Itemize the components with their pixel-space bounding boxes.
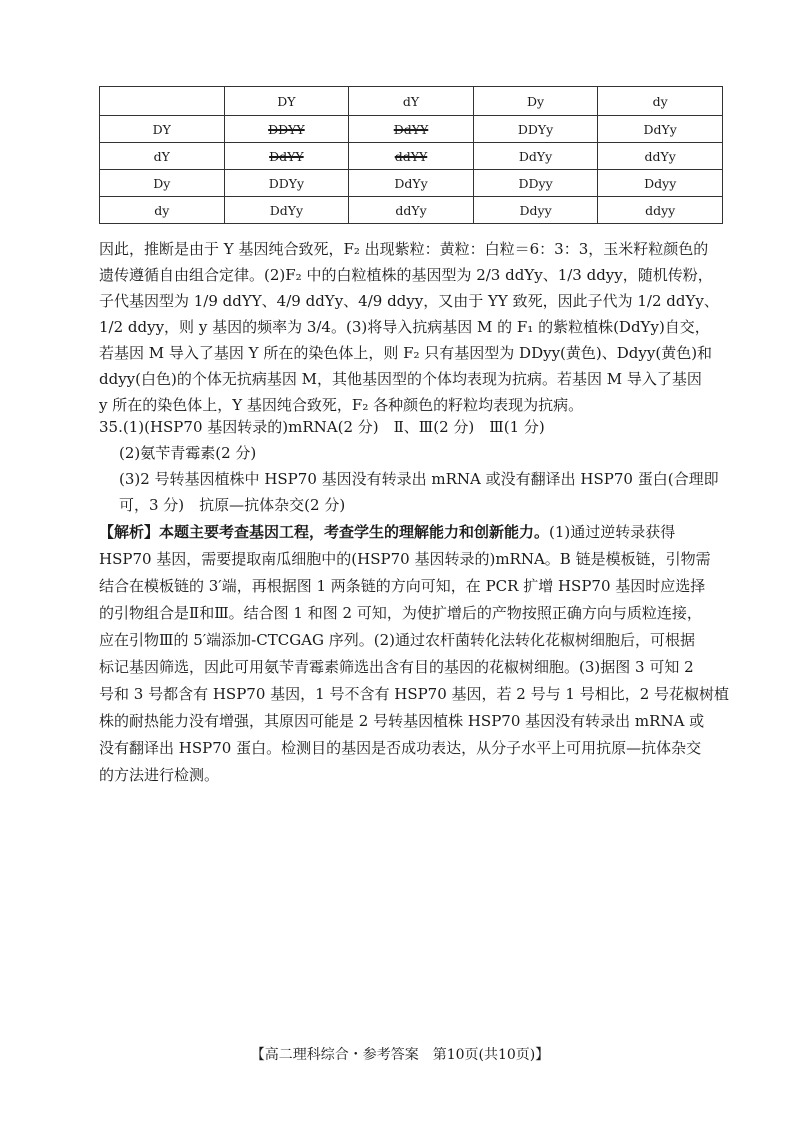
table-header-row <box>100 87 723 116</box>
answer-line: 可，3 分) 抗原—抗体杂交(2 分) <box>119 496 346 514</box>
text-line: 应在引物Ⅲ的 5′端添加-CTCGAG 序列。(2)通过农杆菌转化法转化花椒树细胞后，可根据 <box>99 631 696 649</box>
text-line: HSP70 基因，需要提取南瓜细胞中的(HSP70 基因转录的)mRNA。B 链是模板链，引物需 <box>99 550 711 568</box>
genotype-cell-lethal: DdYY <box>224 143 349 170</box>
text-line: 遗传遵循自由组合定律。(2)F₂ 中的白粒植株的基因型为 2/3 ddYy、1/3 ddyy，随机传粉， <box>99 266 713 284</box>
gamete-row-label: dy <box>100 197 225 224</box>
analysis-section <box>99 519 731 789</box>
genotype-cell: DdYy <box>224 197 349 224</box>
text-line: 的方法进行检测。 <box>99 766 220 784</box>
punnett-square-table <box>99 86 723 224</box>
text-line: 子代基因型为 1/9 ddYY、4/9 ddYy、4/9 ddyy，又由于 YY 致死，因此子代为 1/2 ddYy、 <box>99 292 719 310</box>
text-line: y 所在的染色体上，Y 基因纯合致死，F₂ 各种颜色的籽粒均表现为抗病。 <box>99 396 584 414</box>
text-line: 若基因 M 导入了基因 Y 所在的染色体上，则 F₂ 只有基因型为 DDyy(黄色)、Ddyy(黄色)和 <box>99 344 713 362</box>
table-row <box>100 116 723 143</box>
table-corner-cell <box>100 87 225 116</box>
text-line: 标记基因筛选，因此可用氨苄青霉素筛选出含有目的基因的花椒树细胞。(3)据图 3 可知 2 <box>99 658 694 676</box>
text-line: (1)通过逆转录获得 <box>549 523 676 541</box>
page-footer: 【高二理科综合・参考答案 第10页(共10页)】 <box>250 1047 550 1063</box>
analysis-lead: 【解析】本题主要考查基因工程，考查学生的理解能力和创新能力。 <box>99 523 550 541</box>
answer-line: (2)氨苄青霉素(2 分) <box>119 444 257 462</box>
genotype-cell-lethal: ddYY <box>349 143 474 170</box>
genotype-cell: ddYy <box>349 197 474 224</box>
table-row <box>100 170 723 197</box>
gamete-row-label: dY <box>100 143 225 170</box>
genotype-cell: DDYy <box>473 116 598 143</box>
genotype-cell: DDYy <box>224 170 349 197</box>
table-row <box>100 143 723 170</box>
genotype-cell: Ddyy <box>473 197 598 224</box>
genotype-cell: Ddyy <box>598 170 723 197</box>
text-line: 没有翻译出 HSP70 蛋白。检测目的基因是否成功表达，从分子水平上可用抗原—抗体杂交 <box>99 739 702 757</box>
text-line: ddyy(白色)的个体无抗病基因 M，其他基因型的个体均表现为抗病。若基因 M 导入了基因 <box>99 370 702 388</box>
genotype-cell-lethal: DDYY <box>224 116 349 143</box>
answer-line: (3)2 号转基因植株中 HSP70 基因没有转录出 mRNA 或没有翻译出 HSP70 蛋白(合理即 <box>119 470 719 488</box>
text-line: 1/2 ddyy，则 y 基因的频率为 3/4。(3)将导入抗病基因 M 的 F₁ 的紫粒植株(DdYy)自交， <box>99 318 710 336</box>
genotype-cell: ddyy <box>598 197 723 224</box>
gamete-header-cell: dy <box>598 87 723 116</box>
genotype-cell-lethal: DdYY <box>349 116 474 143</box>
gamete-row-label: DY <box>100 116 225 143</box>
text-line: 因此，推断是由于 Y 基因纯合致死，F₂ 出现紫粒：黄粒：白粒＝6：3：3，玉米籽粒颜色的 <box>99 240 709 258</box>
genotype-cell: DdYy <box>598 116 723 143</box>
gamete-header-cell: dY <box>349 87 474 116</box>
table-row <box>100 197 723 224</box>
answer-line: 35.(1)(HSP70 基因转录的)mRNA(2 分) Ⅱ、Ⅲ(2 分) Ⅲ(1 分) <box>99 418 545 436</box>
gamete-header-cell: Dy <box>473 87 598 116</box>
genotype-cell: DDyy <box>473 170 598 197</box>
paragraph-genetics-explanation <box>99 236 729 418</box>
genotype-cell: DdYy <box>349 170 474 197</box>
genotype-cell: DdYy <box>473 143 598 170</box>
answer-35 <box>99 414 739 518</box>
text-line: 的引物组合是Ⅱ和Ⅲ。结合图 1 和图 2 可知，为使扩增后的产物按照正确方向与质粒连接， <box>99 604 702 622</box>
text-line: 株的耐热能力没有增强，其原因可能是 2 号转基因植株 HSP70 基因没有转录出 mRNA 或 <box>99 712 705 730</box>
gamete-header-cell: DY <box>224 87 349 116</box>
text-line: 结合在模板链的 3′端，再根据图 1 两条链的方向可知，在 PCR 扩增 HSP70 基因时应选择 <box>99 577 706 595</box>
genotype-cell: ddYy <box>598 143 723 170</box>
text-line: 号和 3 号都含有 HSP70 基因，1 号不含有 HSP70 基因，若 2 号与 1 号相比，2 号花椒树植 <box>99 685 730 703</box>
gamete-row-label: Dy <box>100 170 225 197</box>
